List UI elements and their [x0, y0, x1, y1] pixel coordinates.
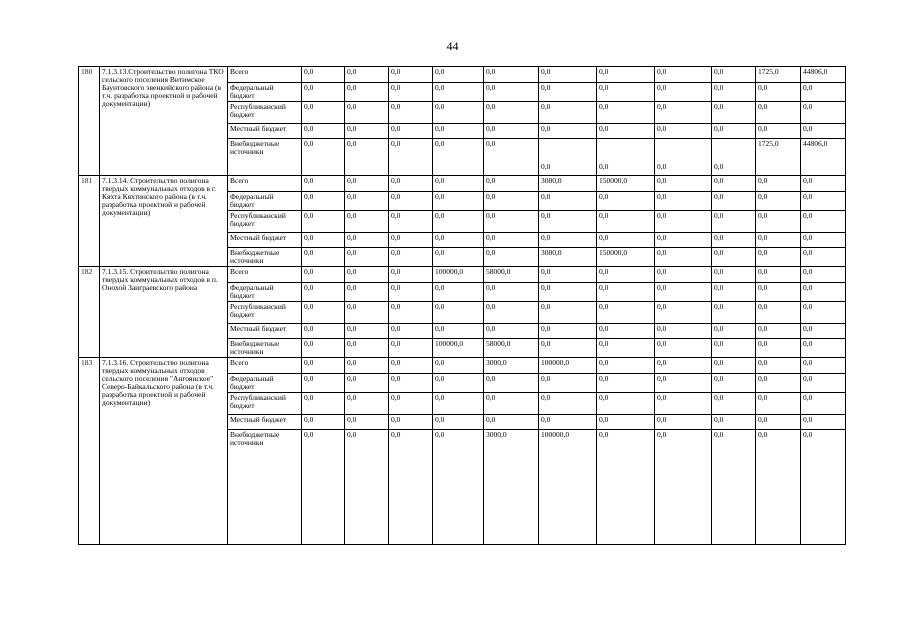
funding-source: Местный бюджет — [228, 415, 302, 430]
value-cell: 0,0 — [597, 415, 655, 430]
value-cell: 0,0 — [801, 358, 846, 374]
value-cell: 0,0 — [756, 283, 801, 302]
value-cell: 0,0 — [597, 124, 655, 139]
value-cell: 1725,0 — [756, 139, 801, 176]
value-cell: 0,0 — [539, 192, 597, 211]
funding-source: Местный бюджет — [228, 124, 302, 139]
value-cell: 0,0 — [345, 248, 389, 267]
value-cell: 0,0 — [712, 211, 756, 233]
value-cell: 0,0 — [655, 358, 712, 374]
project-name: 7.1.3.13.Строительство полигона ТКО сельского поселения Витимское Баунтовского эвенкийского района (в т.ч. разработка проектной и рабочей документации) — [100, 67, 228, 176]
funding-source: Всего — [228, 67, 302, 83]
value-cell: 0,0 — [433, 102, 484, 124]
row-number: 183 — [79, 358, 100, 545]
value-cell: 0,0 — [756, 233, 801, 248]
value-cell: 0,0 — [712, 393, 756, 415]
value-cell: 0,0 — [756, 339, 801, 358]
value-cell: 0,0 — [597, 358, 655, 374]
value-cell: 0,0 — [801, 192, 846, 211]
value-cell: 150000,0 — [597, 176, 655, 192]
funding-source: Всего — [228, 267, 302, 283]
value-cell: 44806,0 — [801, 139, 846, 176]
value-cell: 0,0 — [655, 176, 712, 192]
value-cell: 0,0 — [345, 374, 389, 393]
value-cell: 0,0 — [801, 283, 846, 302]
project-name: 7.1.3.16. Строительство полигона твердых коммунальных отходов сельского поселения "Ангоянское" Северо-Байкальского района (в т.ч. разработка проектной и рабочей документации) — [100, 358, 228, 545]
value-cell: 0,0 — [302, 176, 345, 192]
value-cell: 0,0 — [389, 302, 433, 324]
value-cell: 0,0 — [655, 393, 712, 415]
value-cell: 0,0 — [712, 233, 756, 248]
value-cell: 0,0 — [484, 233, 539, 248]
value-cell: 3000,0 — [484, 430, 539, 545]
page-number: 44 — [446, 39, 459, 53]
value-cell: 0,0 — [345, 415, 389, 430]
value-cell: 0,0 — [433, 248, 484, 267]
value-cell: 0,0 — [801, 415, 846, 430]
value-cell: 0,0 — [712, 248, 756, 267]
value-cell: 0,0 — [597, 233, 655, 248]
row-number: 182 — [79, 267, 100, 358]
value-cell: 0,0 — [801, 430, 846, 545]
value-cell: 0,0 — [712, 102, 756, 124]
value-cell: 0,0 — [484, 374, 539, 393]
value-cell: 0,0 — [484, 192, 539, 211]
value-cell: 0,0 — [655, 124, 712, 139]
value-cell: 0,0 — [597, 211, 655, 233]
value-cell: 0,0 — [302, 192, 345, 211]
value-cell: 0,0 — [484, 124, 539, 139]
value-cell: 0,0 — [345, 192, 389, 211]
value-cell: 0,0 — [801, 233, 846, 248]
value-cell: 0,0 — [433, 430, 484, 545]
value-cell: 0,0 — [801, 176, 846, 192]
value-cell: 0,0 — [433, 124, 484, 139]
value-cell: 0,0 — [801, 102, 846, 124]
value-cell: 0,0 — [712, 324, 756, 339]
value-cell: 0,0 — [539, 324, 597, 339]
value-cell: 0,0 — [756, 430, 801, 545]
value-cell: 0,0 — [655, 211, 712, 233]
value-cell: 44806,0 — [801, 67, 846, 83]
value-cell: 0,0 — [302, 302, 345, 324]
value-cell: 0,0 — [655, 324, 712, 339]
value-cell: 0,0 — [302, 124, 345, 139]
value-cell: 0,0 — [597, 283, 655, 302]
value-cell: 0,0 — [389, 283, 433, 302]
value-cell: 58000,0 — [484, 267, 539, 283]
value-cell: 0,0 — [345, 430, 389, 545]
value-cell: 0,0 — [433, 358, 484, 374]
value-cell: 0,0 — [756, 248, 801, 267]
value-cell: 0,0 — [484, 211, 539, 233]
value-cell: 0,0 — [801, 339, 846, 358]
project-name: 7.1.3.15. Строительство полигона твердых коммунальных отходов в п. Онохой Заиграевского района — [100, 267, 228, 358]
value-cell: 0,0 — [302, 415, 345, 430]
value-cell: 0,0 — [655, 102, 712, 124]
funding-source: Федеральный бюджет — [228, 192, 302, 211]
value-cell: 0,0 — [801, 83, 846, 102]
value-cell: 0,0 — [389, 233, 433, 248]
value-cell: 0,0 — [712, 415, 756, 430]
value-cell: 0,0 — [345, 67, 389, 83]
table-row — [79, 176, 889, 192]
value-cell: 0,0 — [345, 102, 389, 124]
value-cell: 0,0 — [712, 124, 756, 139]
value-cell: 0,0 — [345, 83, 389, 102]
value-cell: 0,0 — [345, 139, 389, 176]
value-cell: 0,0 — [484, 176, 539, 192]
value-cell: 0,0 — [302, 324, 345, 339]
value-cell: 0,0 — [389, 430, 433, 545]
value-cell: 0,0 — [655, 233, 712, 248]
value-cell: 0,0 — [433, 393, 484, 415]
value-cell: 0,0 — [655, 192, 712, 211]
value-cell: 0,0 — [597, 267, 655, 283]
row-number: 180 — [79, 67, 100, 176]
value-cell: 3000,0 — [539, 176, 597, 192]
value-cell: 0,0 — [712, 374, 756, 393]
value-cell: 0,0 — [756, 192, 801, 211]
value-cell: 0,0 — [597, 83, 655, 102]
value-cell: 0,0 — [801, 248, 846, 267]
value-cell: 0,0 — [597, 139, 655, 176]
value-cell: 0,0 — [389, 324, 433, 339]
funding-source: Федеральный бюджет — [228, 83, 302, 102]
value-cell: 0,0 — [756, 358, 801, 374]
value-cell: 0,0 — [756, 211, 801, 233]
value-cell: 0,0 — [712, 192, 756, 211]
value-cell: 0,0 — [655, 415, 712, 430]
value-cell: 0,0 — [756, 102, 801, 124]
value-cell: 0,0 — [539, 124, 597, 139]
value-cell: 0,0 — [484, 139, 539, 176]
value-cell: 0,0 — [655, 67, 712, 83]
value-cell: 0,0 — [302, 339, 345, 358]
funding-source: Внебюджетные источники — [228, 139, 302, 176]
value-cell: 0,0 — [389, 102, 433, 124]
value-cell: 0,0 — [539, 393, 597, 415]
value-cell: 0,0 — [302, 283, 345, 302]
value-cell: 0,0 — [484, 83, 539, 102]
value-cell: 0,0 — [539, 83, 597, 102]
value-cell: 58000,0 — [484, 339, 539, 358]
funding-source: Республиканский бюджет — [228, 393, 302, 415]
value-cell: 0,0 — [756, 83, 801, 102]
budget-table — [78, 66, 889, 545]
value-cell: 0,0 — [655, 83, 712, 102]
value-cell: 0,0 — [597, 374, 655, 393]
value-cell: 0,0 — [484, 102, 539, 124]
value-cell: 0,0 — [712, 339, 756, 358]
value-cell: 0,0 — [597, 302, 655, 324]
value-cell: 0,0 — [655, 302, 712, 324]
value-cell: 0,0 — [712, 139, 756, 176]
value-cell: 0,0 — [433, 324, 484, 339]
value-cell: 0,0 — [484, 302, 539, 324]
value-cell: 0,0 — [655, 430, 712, 545]
value-cell: 0,0 — [433, 374, 484, 393]
value-cell: 0,0 — [302, 83, 345, 102]
table-row — [79, 67, 889, 83]
value-cell: 0,0 — [539, 211, 597, 233]
funding-source: Внебюджетные источники — [228, 339, 302, 358]
value-cell: 0,0 — [597, 192, 655, 211]
value-cell: 0,0 — [345, 302, 389, 324]
value-cell: 0,0 — [389, 393, 433, 415]
value-cell: 0,0 — [801, 211, 846, 233]
value-cell: 0,0 — [433, 139, 484, 176]
value-cell: 0,0 — [655, 339, 712, 358]
value-cell: 0,0 — [655, 248, 712, 267]
value-cell: 0,0 — [756, 176, 801, 192]
table-row — [79, 358, 889, 374]
value-cell: 0,0 — [484, 67, 539, 83]
value-cell: 0,0 — [712, 358, 756, 374]
value-cell: 150000,0 — [597, 248, 655, 267]
value-cell: 0,0 — [433, 211, 484, 233]
funding-source: Федеральный бюджет — [228, 374, 302, 393]
value-cell: 0,0 — [801, 302, 846, 324]
project-name: 7.1.3.14. Строительство полигона твердых коммунальных отходов в г. Кяхта Кяхтинского района (в т.ч. разработка проектной и рабочей документации) — [100, 176, 228, 267]
value-cell: 0,0 — [756, 393, 801, 415]
value-cell: 0,0 — [302, 430, 345, 545]
value-cell: 100000,0 — [433, 339, 484, 358]
funding-source: Всего — [228, 176, 302, 192]
value-cell: 0,0 — [712, 283, 756, 302]
value-cell: 0,0 — [801, 267, 846, 283]
value-cell: 0,0 — [484, 415, 539, 430]
value-cell: 100000,0 — [433, 267, 484, 283]
value-cell: 0,0 — [597, 102, 655, 124]
value-cell: 0,0 — [302, 374, 345, 393]
value-cell: 0,0 — [756, 302, 801, 324]
value-cell: 0,0 — [302, 102, 345, 124]
table-row — [79, 267, 889, 283]
value-cell: 0,0 — [302, 393, 345, 415]
value-cell: 0,0 — [539, 302, 597, 324]
value-cell: 0,0 — [756, 124, 801, 139]
value-cell: 0,0 — [302, 233, 345, 248]
value-cell: 0,0 — [801, 393, 846, 415]
funding-source: Местный бюджет — [228, 324, 302, 339]
value-cell: 0,0 — [302, 67, 345, 83]
value-cell: 0,0 — [712, 83, 756, 102]
value-cell: 0,0 — [597, 324, 655, 339]
value-cell: 0,0 — [539, 102, 597, 124]
value-cell: 0,0 — [433, 233, 484, 248]
value-cell: 0,0 — [539, 374, 597, 393]
value-cell: 0,0 — [597, 67, 655, 83]
value-cell: 0,0 — [302, 358, 345, 374]
value-cell: 0,0 — [345, 176, 389, 192]
value-cell: 0,0 — [539, 339, 597, 358]
value-cell: 0,0 — [801, 324, 846, 339]
funding-source: Всего — [228, 358, 302, 374]
value-cell: 0,0 — [756, 415, 801, 430]
funding-source: Республиканский бюджет — [228, 102, 302, 124]
funding-source: Внебюджетные источники — [228, 248, 302, 267]
value-cell: 0,0 — [433, 67, 484, 83]
value-cell: 0,0 — [389, 67, 433, 83]
value-cell: 0,0 — [655, 374, 712, 393]
value-cell: 0,0 — [539, 283, 597, 302]
value-cell: 0,0 — [756, 324, 801, 339]
value-cell: 0,0 — [756, 267, 801, 283]
value-cell: 0,0 — [345, 211, 389, 233]
value-cell: 0,0 — [389, 192, 433, 211]
funding-source: Местный бюджет — [228, 233, 302, 248]
value-cell: 0,0 — [389, 415, 433, 430]
value-cell: 0,0 — [433, 415, 484, 430]
row-number: 181 — [79, 176, 100, 267]
value-cell: 0,0 — [484, 248, 539, 267]
value-cell: 0,0 — [433, 283, 484, 302]
value-cell: 0,0 — [345, 393, 389, 415]
value-cell: 0,0 — [712, 176, 756, 192]
value-cell: 0,0 — [389, 248, 433, 267]
value-cell: 0,0 — [655, 283, 712, 302]
value-cell: 0,0 — [389, 211, 433, 233]
value-cell: 0,0 — [655, 267, 712, 283]
value-cell: 0,0 — [389, 374, 433, 393]
value-cell: 0,0 — [801, 374, 846, 393]
value-cell: 0,0 — [712, 67, 756, 83]
value-cell: 0,0 — [712, 267, 756, 283]
value-cell: 0,0 — [345, 283, 389, 302]
value-cell: 0,0 — [539, 267, 597, 283]
funding-source: Внебюджетные источники — [228, 430, 302, 545]
value-cell: 3000,0 — [484, 358, 539, 374]
value-cell: 0,0 — [389, 267, 433, 283]
value-cell: 0,0 — [389, 83, 433, 102]
value-cell: 0,0 — [433, 192, 484, 211]
value-cell: 0,0 — [345, 324, 389, 339]
value-cell: 0,0 — [484, 393, 539, 415]
value-cell: 0,0 — [302, 248, 345, 267]
value-cell: 0,0 — [302, 211, 345, 233]
value-cell: 0,0 — [539, 233, 597, 248]
value-cell: 0,0 — [756, 374, 801, 393]
funding-source: Республиканский бюджет — [228, 211, 302, 233]
value-cell: 0,0 — [389, 124, 433, 139]
value-cell: 0,0 — [597, 393, 655, 415]
value-cell: 0,0 — [433, 176, 484, 192]
funding-source: Республиканский бюджет — [228, 302, 302, 324]
value-cell: 0,0 — [389, 358, 433, 374]
value-cell: 0,0 — [484, 324, 539, 339]
value-cell: 0,0 — [389, 139, 433, 176]
value-cell: 0,0 — [302, 267, 345, 283]
value-cell: 0,0 — [539, 415, 597, 430]
value-cell: 3000,0 — [539, 248, 597, 267]
value-cell: 0,0 — [433, 83, 484, 102]
value-cell: 0,0 — [539, 67, 597, 83]
value-cell: 0,0 — [345, 358, 389, 374]
value-cell: 0,0 — [345, 339, 389, 358]
value-cell: 1725,0 — [756, 67, 801, 83]
value-cell: 0,0 — [302, 139, 345, 176]
value-cell: 0,0 — [433, 302, 484, 324]
value-cell: 0,0 — [484, 283, 539, 302]
value-cell: 0,0 — [345, 233, 389, 248]
value-cell: 0,0 — [389, 176, 433, 192]
value-cell: 0,0 — [712, 430, 756, 545]
value-cell: 0,0 — [389, 339, 433, 358]
value-cell: 0,0 — [345, 267, 389, 283]
value-cell: 0,0 — [597, 339, 655, 358]
value-cell: 0,0 — [345, 124, 389, 139]
value-cell: 0,0 — [655, 139, 712, 176]
value-cell: 0,0 — [597, 430, 655, 545]
value-cell: 100000,0 — [539, 358, 597, 374]
value-cell: 100000,0 — [539, 430, 597, 545]
funding-source: Федеральный бюджет — [228, 283, 302, 302]
value-cell: 0,0 — [539, 139, 597, 176]
value-cell: 0,0 — [801, 124, 846, 139]
value-cell: 0,0 — [712, 302, 756, 324]
